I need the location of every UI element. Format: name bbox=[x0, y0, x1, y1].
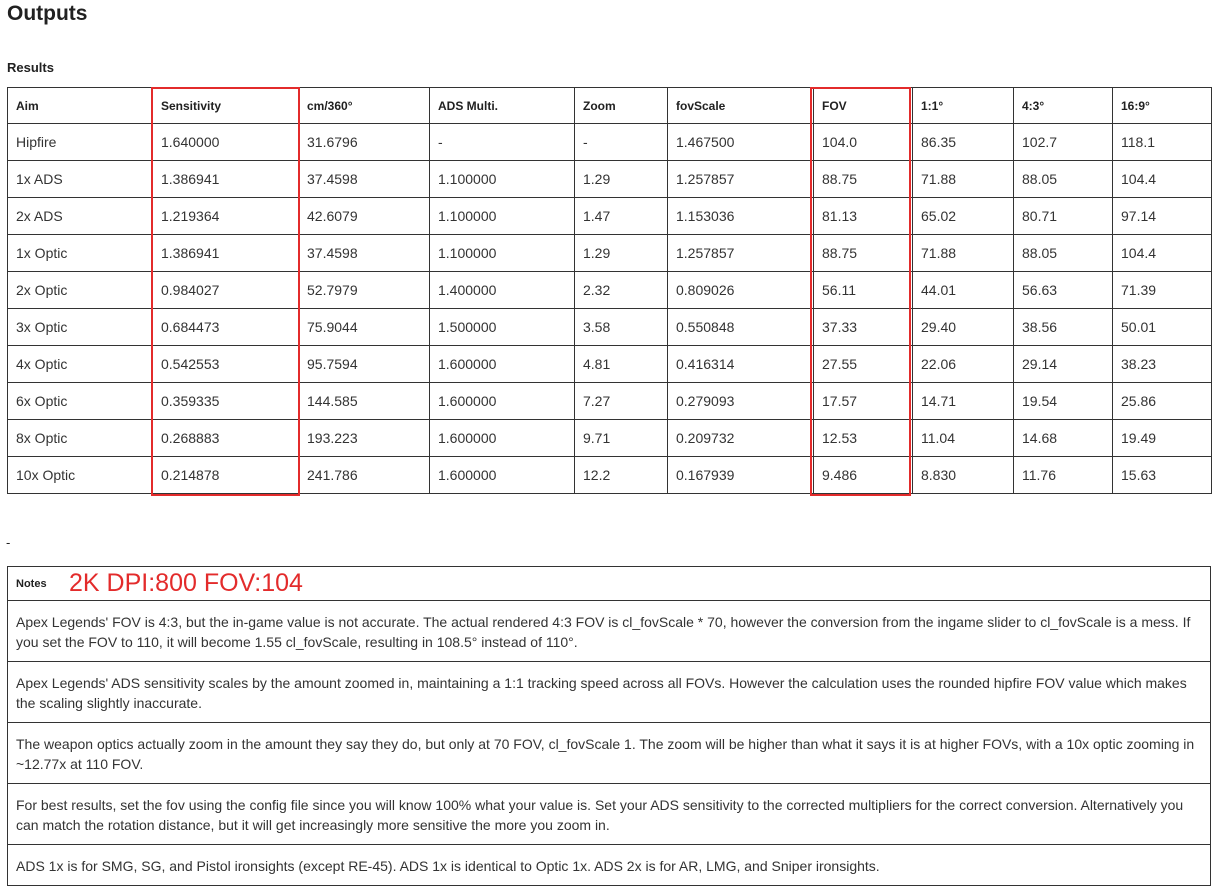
cell-aim: 8x Optic bbox=[8, 420, 153, 457]
settings-annotation: 2K DPI:800 FOV:104 bbox=[69, 569, 303, 597]
cell-fov-16-9: 104.4 bbox=[1113, 161, 1212, 198]
cell-cm-per-360: 42.6079 bbox=[299, 198, 430, 235]
cell-zoom: 9.71 bbox=[575, 420, 668, 457]
cell-fov: 88.75 bbox=[814, 161, 913, 198]
cell-fov-16-9: 71.39 bbox=[1113, 272, 1212, 309]
cell-sensitivity: 0.268883 bbox=[153, 420, 299, 457]
cell-ads-multi: 1.100000 bbox=[430, 161, 575, 198]
cell-fov-16-9: 118.1 bbox=[1113, 124, 1212, 161]
cell-ads-multi: 1.100000 bbox=[430, 235, 575, 272]
cell-cm-per-360: 31.6796 bbox=[299, 124, 430, 161]
cell-sensitivity: 0.984027 bbox=[153, 272, 299, 309]
cell-fov-4-3: 29.14 bbox=[1014, 346, 1113, 383]
cell-sensitivity: 1.219364 bbox=[153, 198, 299, 235]
cell-fov-4-3: 56.63 bbox=[1014, 272, 1113, 309]
cell-fov-1-1: 14.71 bbox=[913, 383, 1014, 420]
cell-fov: 88.75 bbox=[814, 235, 913, 272]
cell-ads-multi: 1.600000 bbox=[430, 383, 575, 420]
table-row bbox=[8, 235, 1212, 272]
cell-fov-1-1: 11.04 bbox=[913, 420, 1014, 457]
cell-fovscale: 0.550848 bbox=[668, 309, 814, 346]
cell-fov-4-3: 80.71 bbox=[1014, 198, 1113, 235]
page-title: Outputs bbox=[7, 2, 88, 25]
note-row bbox=[8, 601, 1211, 662]
cell-cm-per-360: 241.786 bbox=[299, 457, 430, 494]
note-row bbox=[8, 784, 1211, 845]
cell-ads-multi: 1.400000 bbox=[430, 272, 575, 309]
cell-aim: 10x Optic bbox=[8, 457, 153, 494]
cell-ads-multi: 1.600000 bbox=[430, 346, 575, 383]
note-text: For best results, set the fov using the config file since you will know 100% what your value is. Set your ADS sensitivity to the corrected multipliers for the correct conversion. Alternatively you can match the rotation distance, but it will get increasingly more sensitive the more you zoom in. bbox=[8, 784, 1211, 845]
cell-sensitivity: 0.214878 bbox=[153, 457, 299, 494]
cell-aim: 4x Optic bbox=[8, 346, 153, 383]
cell-cm-per-360: 95.7594 bbox=[299, 346, 430, 383]
cell-fov-4-3: 11.76 bbox=[1014, 457, 1113, 494]
cell-fov-1-1: 29.40 bbox=[913, 309, 1014, 346]
note-row bbox=[8, 662, 1211, 723]
table-row bbox=[8, 346, 1212, 383]
table-row bbox=[8, 161, 1212, 198]
cell-fovscale: 0.279093 bbox=[668, 383, 814, 420]
header-fovscale: fovScale bbox=[668, 88, 814, 124]
cell-zoom: 2.32 bbox=[575, 272, 668, 309]
cell-fov: 56.11 bbox=[814, 272, 913, 309]
cell-fov-1-1: 44.01 bbox=[913, 272, 1014, 309]
note-text: ADS 1x is for SMG, SG, and Pistol ironsights (except RE-45). ADS 1x is identical to Optic 1x. ADS 2x is for AR, LMG, and Sniper ironsights. bbox=[8, 845, 1211, 886]
cell-fov-4-3: 14.68 bbox=[1014, 420, 1113, 457]
cell-fov-16-9: 19.49 bbox=[1113, 420, 1212, 457]
header-fov: FOV bbox=[814, 88, 913, 124]
cell-fov-16-9: 15.63 bbox=[1113, 457, 1212, 494]
cell-aim: 1x Optic bbox=[8, 235, 153, 272]
cell-fovscale: 0.809026 bbox=[668, 272, 814, 309]
note-row bbox=[8, 845, 1211, 886]
results-table bbox=[7, 87, 1212, 494]
cell-aim: 3x Optic bbox=[8, 309, 153, 346]
cell-fovscale: 0.416314 bbox=[668, 346, 814, 383]
cell-cm-per-360: 144.585 bbox=[299, 383, 430, 420]
cell-zoom: 4.81 bbox=[575, 346, 668, 383]
cell-fov-1-1: 8.830 bbox=[913, 457, 1014, 494]
cell-fovscale: 0.209732 bbox=[668, 420, 814, 457]
cell-fov-1-1: 71.88 bbox=[913, 235, 1014, 272]
cell-fovscale: 0.167939 bbox=[668, 457, 814, 494]
cell-aim: 6x Optic bbox=[8, 383, 153, 420]
cell-ads-multi: - bbox=[430, 124, 575, 161]
cell-zoom: - bbox=[575, 124, 668, 161]
header-ads-multi: ADS Multi. bbox=[430, 88, 575, 124]
cell-zoom: 7.27 bbox=[575, 383, 668, 420]
cell-fov-16-9: 25.86 bbox=[1113, 383, 1212, 420]
table-row bbox=[8, 309, 1212, 346]
cell-cm-per-360: 75.9044 bbox=[299, 309, 430, 346]
cell-fov-16-9: 38.23 bbox=[1113, 346, 1212, 383]
cell-zoom: 1.29 bbox=[575, 161, 668, 198]
cell-fov-16-9: 104.4 bbox=[1113, 235, 1212, 272]
header-zoom: Zoom bbox=[575, 88, 668, 124]
cell-fov: 104.0 bbox=[814, 124, 913, 161]
cell-ads-multi: 1.500000 bbox=[430, 309, 575, 346]
cell-fov-4-3: 102.7 bbox=[1014, 124, 1113, 161]
cell-fov: 27.55 bbox=[814, 346, 913, 383]
cell-zoom: 1.29 bbox=[575, 235, 668, 272]
cell-sensitivity: 1.386941 bbox=[153, 235, 299, 272]
cell-sensitivity: 0.542553 bbox=[153, 346, 299, 383]
cell-fovscale: 1.153036 bbox=[668, 198, 814, 235]
cell-sensitivity: 0.359335 bbox=[153, 383, 299, 420]
cell-fov-16-9: 50.01 bbox=[1113, 309, 1212, 346]
cell-fov-1-1: 22.06 bbox=[913, 346, 1014, 383]
cell-zoom: 12.2 bbox=[575, 457, 668, 494]
cell-fov-4-3: 88.05 bbox=[1014, 235, 1113, 272]
cell-fov-4-3: 38.56 bbox=[1014, 309, 1113, 346]
table-row bbox=[8, 457, 1212, 494]
cell-sensitivity: 1.640000 bbox=[153, 124, 299, 161]
cell-cm-per-360: 37.4598 bbox=[299, 235, 430, 272]
cell-ads-multi: 1.600000 bbox=[430, 457, 575, 494]
cell-fovscale: 1.467500 bbox=[668, 124, 814, 161]
results-label: Results bbox=[7, 60, 54, 75]
cell-fov: 37.33 bbox=[814, 309, 913, 346]
cell-fovscale: 1.257857 bbox=[668, 235, 814, 272]
table-row bbox=[8, 198, 1212, 235]
notes-label: Notes bbox=[16, 577, 47, 590]
cell-fov: 17.57 bbox=[814, 383, 913, 420]
separator-mark: - bbox=[6, 535, 11, 550]
cell-sensitivity: 1.386941 bbox=[153, 161, 299, 198]
cell-fovscale: 1.257857 bbox=[668, 161, 814, 198]
notes-header bbox=[8, 567, 1211, 601]
note-text: Apex Legends' FOV is 4:3, but the in-game value is not accurate. The actual rendered 4:3 FOV is cl_fovScale * 70, however the conversion from the ingame slider to cl_fovScale is a mess. If you set the FOV to 110, it will become 1.55 cl_fovScale, resulting in 108.5° instead of 110°. bbox=[8, 601, 1211, 662]
table-row bbox=[8, 383, 1212, 420]
cell-fov-1-1: 71.88 bbox=[913, 161, 1014, 198]
results-header-row bbox=[8, 88, 1212, 124]
header-fov-1-1: 1:1° bbox=[913, 88, 1014, 124]
cell-cm-per-360: 52.7979 bbox=[299, 272, 430, 309]
cell-fov-4-3: 88.05 bbox=[1014, 161, 1113, 198]
header-aim: Aim bbox=[8, 88, 153, 124]
table-row bbox=[8, 272, 1212, 309]
cell-ads-multi: 1.100000 bbox=[430, 198, 575, 235]
cell-ads-multi: 1.600000 bbox=[430, 420, 575, 457]
cell-fov-1-1: 86.35 bbox=[913, 124, 1014, 161]
header-sensitivity: Sensitivity bbox=[153, 88, 299, 124]
note-text: The weapon optics actually zoom in the amount they say they do, but only at 70 FOV, cl_fovScale 1. The zoom will be higher than what it says it is at higher FOVs, with a 10x optic zooming in ~12.77x at 110 FOV. bbox=[8, 723, 1211, 784]
cell-zoom: 3.58 bbox=[575, 309, 668, 346]
note-row bbox=[8, 723, 1211, 784]
notes-table bbox=[7, 566, 1211, 886]
cell-cm-per-360: 193.223 bbox=[299, 420, 430, 457]
table-row bbox=[8, 420, 1212, 457]
cell-cm-per-360: 37.4598 bbox=[299, 161, 430, 198]
cell-fov: 81.13 bbox=[814, 198, 913, 235]
header-cm-per-360: cm/360° bbox=[299, 88, 430, 124]
cell-aim: 1x ADS bbox=[8, 161, 153, 198]
cell-fov-16-9: 97.14 bbox=[1113, 198, 1212, 235]
notes-header-row bbox=[8, 567, 1211, 601]
cell-fov: 12.53 bbox=[814, 420, 913, 457]
table-row bbox=[8, 124, 1212, 161]
header-fov-4-3: 4:3° bbox=[1014, 88, 1113, 124]
cell-aim: 2x Optic bbox=[8, 272, 153, 309]
note-text: Apex Legends' ADS sensitivity scales by the amount zoomed in, maintaining a 1:1 tracking speed across all FOVs. However the calculation uses the rounded hipfire FOV value which makes the scaling slightly inaccurate. bbox=[8, 662, 1211, 723]
cell-fov: 9.486 bbox=[814, 457, 913, 494]
cell-aim: Hipfire bbox=[8, 124, 153, 161]
cell-fov-1-1: 65.02 bbox=[913, 198, 1014, 235]
cell-zoom: 1.47 bbox=[575, 198, 668, 235]
header-fov-16-9: 16:9° bbox=[1113, 88, 1212, 124]
cell-fov-4-3: 19.54 bbox=[1014, 383, 1113, 420]
cell-sensitivity: 0.684473 bbox=[153, 309, 299, 346]
cell-aim: 2x ADS bbox=[8, 198, 153, 235]
